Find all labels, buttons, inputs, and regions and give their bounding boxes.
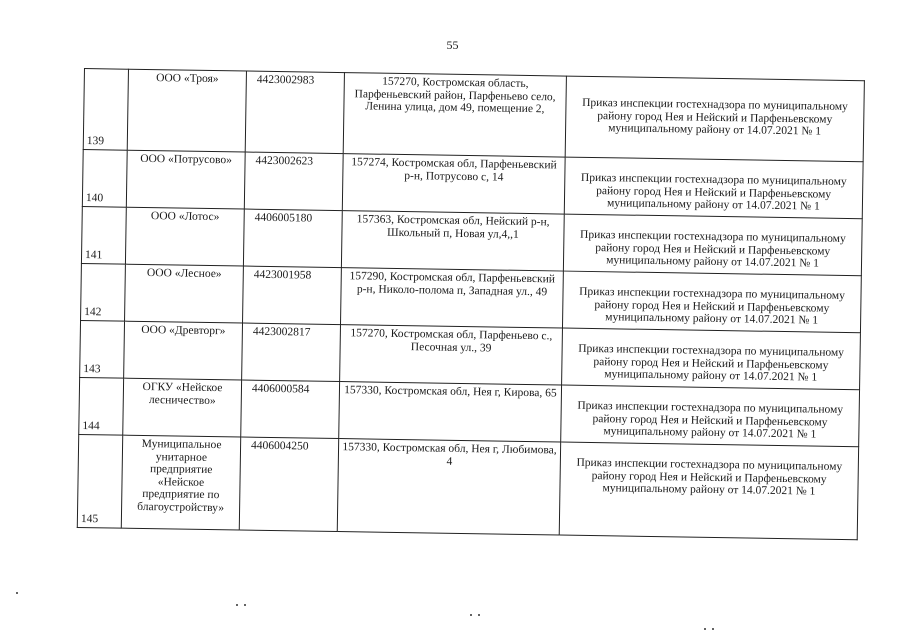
address: 157330, Костромская обл, Нея г, Любимова, 4	[337, 439, 560, 535]
order-reference: Приказ инспекции гостехнадзора по муниципальному району город Нея и Нейский и Парфеньевскому муниципальному району от 14.07.2021 № 1	[561, 385, 860, 447]
row-number: 139	[83, 69, 128, 151]
order-reference: Приказ инспекции гостехнадзора по муниципальному району город Нея и Нейский и Парфеньевскому муниципальному району от 14.07.2021 № 1	[565, 76, 864, 162]
organization-name: ОГКУ «Нейское лесничество»	[123, 378, 242, 437]
row-number: 145	[77, 434, 122, 528]
organization-name: ООО «Троя»	[127, 69, 246, 152]
inn-value: 4406000584	[241, 380, 340, 439]
order-reference: Приказ инспекции гостехнадзора по муниципальному району город Нея и Нейский и Парфеньевскому муниципальному району от 14.07.2021 № 1	[562, 271, 861, 333]
inn-value: 4423002817	[242, 323, 341, 382]
inn-value: 4423001958	[243, 266, 342, 325]
table-row	[83, 69, 864, 162]
row-number: 140	[82, 149, 127, 207]
organization-name: Муниципальное унитарное предприятие «Нейское предприятие по благоустройству»	[121, 435, 240, 530]
address: 157270, Костромская область, Парфеньевский район, Парфеньево село, Ленина улица, дом 49, помещение 2,	[343, 73, 566, 157]
order-reference: Приказ инспекции гостехнадзора по муниципальному району город Нея и Нейский и Парфеньевскому муниципальному району от 14.07.2021 № 1	[564, 157, 863, 219]
row-number: 142	[81, 263, 126, 321]
address: 157274, Костромская обл, Парфеньевский р-н, Потрусово с, 14	[342, 154, 565, 214]
row-number: 143	[80, 320, 125, 378]
organization-name: ООО «Лесное»	[125, 264, 244, 323]
order-reference: Приказ инспекции гостехнадзора по муниципальному району город Нея и Нейский и Парфеньевскому муниципальному району от 14.07.2021 № 1	[559, 442, 858, 540]
scan-speck	[244, 604, 246, 606]
address: 157290, Костромская обл, Парфеньевский р-н, Николо-полома п, Западная ул., 49	[341, 268, 564, 328]
row-number: 144	[79, 377, 124, 435]
organization-name: ООО «Лотос»	[125, 207, 244, 266]
row-number: 141	[81, 206, 126, 264]
order-reference: Приказ инспекции гостехнадзора по муниципальному району город Нея и Нейский и Парфеньевскому муниципальному району от 14.07.2021 № 1	[562, 328, 861, 390]
address: 157363, Костромская обл, Нейский р-н, Школьный п, Новая ул,4,,1	[341, 211, 564, 271]
order-reference: Приказ инспекции гостехнадзора по муниципальному району город Нея и Нейский и Парфеньевскому муниципальному району от 14.07.2021 № 1	[563, 214, 862, 276]
inn-value: 4423002983	[245, 71, 344, 154]
scan-speck	[16, 592, 18, 594]
inn-value: 4423002623	[244, 152, 343, 211]
organization-name: ООО «Потрусово»	[126, 150, 245, 209]
organization-name: ООО «Древторг»	[124, 321, 243, 380]
scan-speck	[236, 604, 238, 606]
inn-value: 4406004250	[239, 437, 338, 532]
address: 157270, Костромская обл, Парфеньево с., Песочная ул., 39	[340, 325, 563, 385]
address: 157330, Костромская обл, Нея г, Кирова, 65	[339, 382, 562, 442]
table-row	[77, 434, 858, 539]
scan-speck	[704, 628, 706, 630]
page-number: 55	[446, 38, 459, 52]
scan-speck	[470, 614, 472, 616]
inn-value: 4406005180	[243, 209, 342, 268]
scan-speck	[478, 614, 480, 616]
registry-table-scan	[78, 68, 864, 525]
registry-table	[77, 68, 865, 540]
scan-speck	[712, 628, 714, 630]
